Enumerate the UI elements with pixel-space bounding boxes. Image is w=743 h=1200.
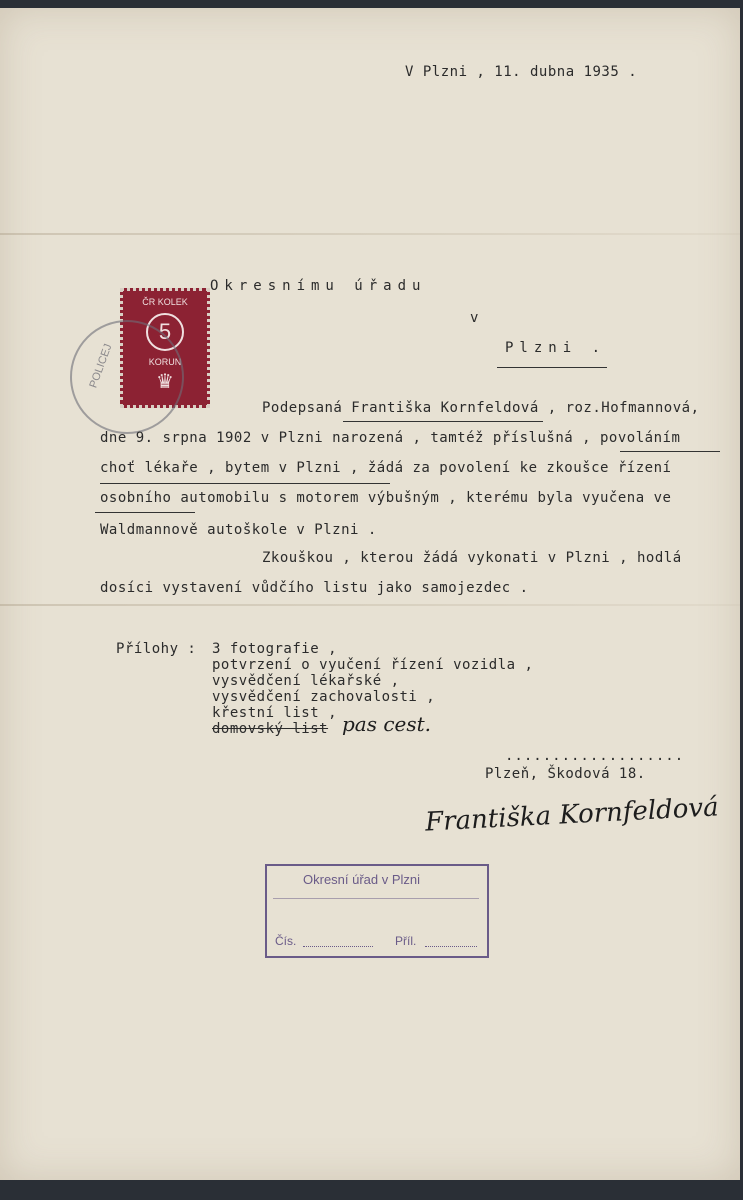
date-line: V Plzni , 11. dubna 1935 .: [405, 64, 638, 80]
office-stamp-number-label: Čís.: [275, 934, 297, 948]
attachment-item: vysvědčení lékařské ,: [212, 673, 400, 689]
underline: [620, 451, 720, 452]
stamp-blank: [303, 946, 373, 947]
body-line-4: osobního automobilu s motorem výbušným , kterému byla vyučena ve: [100, 490, 672, 506]
office-stamp-attachment-label: Příl.: [395, 934, 417, 948]
signature: Františka Kornfeldová: [424, 792, 720, 838]
office-stamp: [265, 864, 489, 958]
stamp-unit: KORUN: [148, 357, 182, 367]
addressee-office: Okresnímu úřadu: [210, 278, 427, 294]
stamp-divider: [273, 898, 479, 899]
underline: [497, 367, 607, 368]
fold-line: [0, 233, 740, 235]
office-stamp-title: Okresní úřad v Plzni: [303, 872, 421, 887]
underline: [95, 512, 195, 513]
addressee-city: Plzni .: [505, 340, 607, 356]
handwritten-addition: pas cest.: [342, 712, 432, 736]
attachment-item: křestní list ,: [212, 705, 338, 721]
stamp-top-text: ČR KOLEK: [142, 297, 188, 307]
attachments-label: Přílohy :: [116, 641, 197, 657]
body-line-5: Waldmannově autoškole v Plzni .: [100, 522, 377, 538]
stamp-blank: [425, 946, 477, 947]
body-line-1: Podepsaná Františka Kornfeldová , roz.Hofmannová,: [262, 400, 700, 416]
struck-attachment: domovský list: [212, 721, 329, 737]
underline: [100, 483, 390, 484]
body2-line-2: dosíci vystavení vůdčího listu jako samojezdec .: [100, 580, 529, 596]
body-line-3: choť lékaře , bytem v Plzni , žádá za povolení ke zkoušce řízení: [100, 460, 672, 476]
body2-line-1: Zkouškou , kterou žádá vykonati v Plzni , hodlá: [262, 550, 682, 566]
police-stamp-text: POLICEJ: [87, 342, 115, 390]
attachment-item: potvrzení o vyučení řízení vozidla ,: [212, 657, 534, 673]
body-line-2: dne 9. srpna 1902 v Plzni narozená , tamtéž příslušná , povoláním: [100, 430, 681, 446]
addressee-preposition: v: [470, 310, 479, 326]
attachment-item: 3 fotografie ,: [212, 641, 338, 657]
signature-dots: ...................: [505, 748, 685, 764]
attachment-item: vysvědčení zachovalosti ,: [212, 689, 436, 705]
underline: [343, 421, 543, 422]
police-stamp: [70, 320, 184, 434]
stamp-value: 5: [146, 313, 184, 351]
address-line: Plzeň, Škodová 18.: [485, 766, 646, 782]
fold-line: [0, 604, 740, 606]
stamp-lion-icon: ♛: [156, 371, 174, 393]
